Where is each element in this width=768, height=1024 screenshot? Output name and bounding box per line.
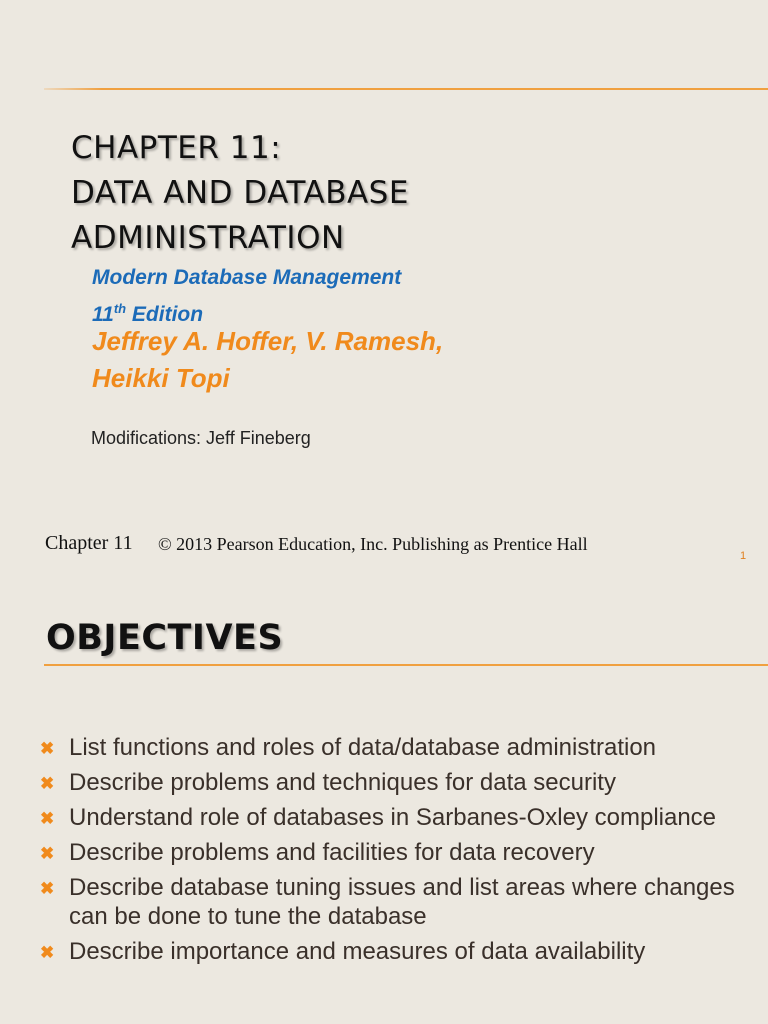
chapter-title-line: DATA AND DATABASE [71, 175, 409, 211]
edition-suffix: th [113, 301, 127, 316]
page-number: 1 [740, 550, 747, 562]
book-title: Modern Database Management [92, 266, 402, 289]
objectives-rule [44, 664, 768, 666]
x-mark-icon: ✖ [40, 943, 55, 962]
list-item [40, 733, 740, 762]
objective-text: List functions and roles of data/database administration [69, 734, 657, 761]
objective-text: Describe database tuning issues and list areas where changes can be done to tune the database [69, 874, 735, 930]
book-info [92, 262, 401, 330]
edition-number: 11 [92, 303, 114, 326]
authors-line: Jeffrey A. Hoffer, V. Ramesh, [92, 326, 444, 356]
x-mark-icon: ✖ [40, 809, 55, 828]
footer-chapter: Chapter 11 [45, 532, 133, 554]
authors [92, 323, 443, 397]
objective-text: Understand role of databases in Sarbanes-Oxley compliance [69, 804, 717, 831]
chapter-title-line: ADMINISTRATION [71, 220, 345, 256]
objective-text: Describe importance and measures of data availability [69, 938, 646, 965]
objective-text: Describe problems and techniques for data security [69, 769, 616, 796]
list-item [40, 873, 740, 931]
objectives-list [40, 733, 740, 972]
list-item [40, 803, 740, 832]
x-mark-icon: ✖ [40, 844, 55, 863]
edition-word: Edition [126, 303, 204, 326]
list-item [40, 838, 740, 867]
list-item [40, 768, 740, 797]
authors-line: Heikki Topi [92, 363, 230, 393]
x-mark-icon: ✖ [40, 774, 55, 793]
objective-text: Describe problems and facilities for data recovery [69, 839, 595, 866]
chapter-title-line: CHAPTER 11: [71, 130, 282, 166]
chapter-title [71, 126, 409, 261]
x-mark-icon: ✖ [40, 739, 55, 758]
objectives-title: OBJECTIVES [46, 618, 284, 658]
x-mark-icon: ✖ [40, 879, 55, 898]
list-item [40, 937, 740, 966]
modifications-note: Modifications: Jeff Fineberg [91, 428, 311, 448]
objectives-slide [0, 590, 768, 1024]
footer-copyright: © 2013 Pearson Education, Inc. Publishing as Prentice Hall [158, 534, 588, 554]
header-rule [44, 88, 768, 90]
